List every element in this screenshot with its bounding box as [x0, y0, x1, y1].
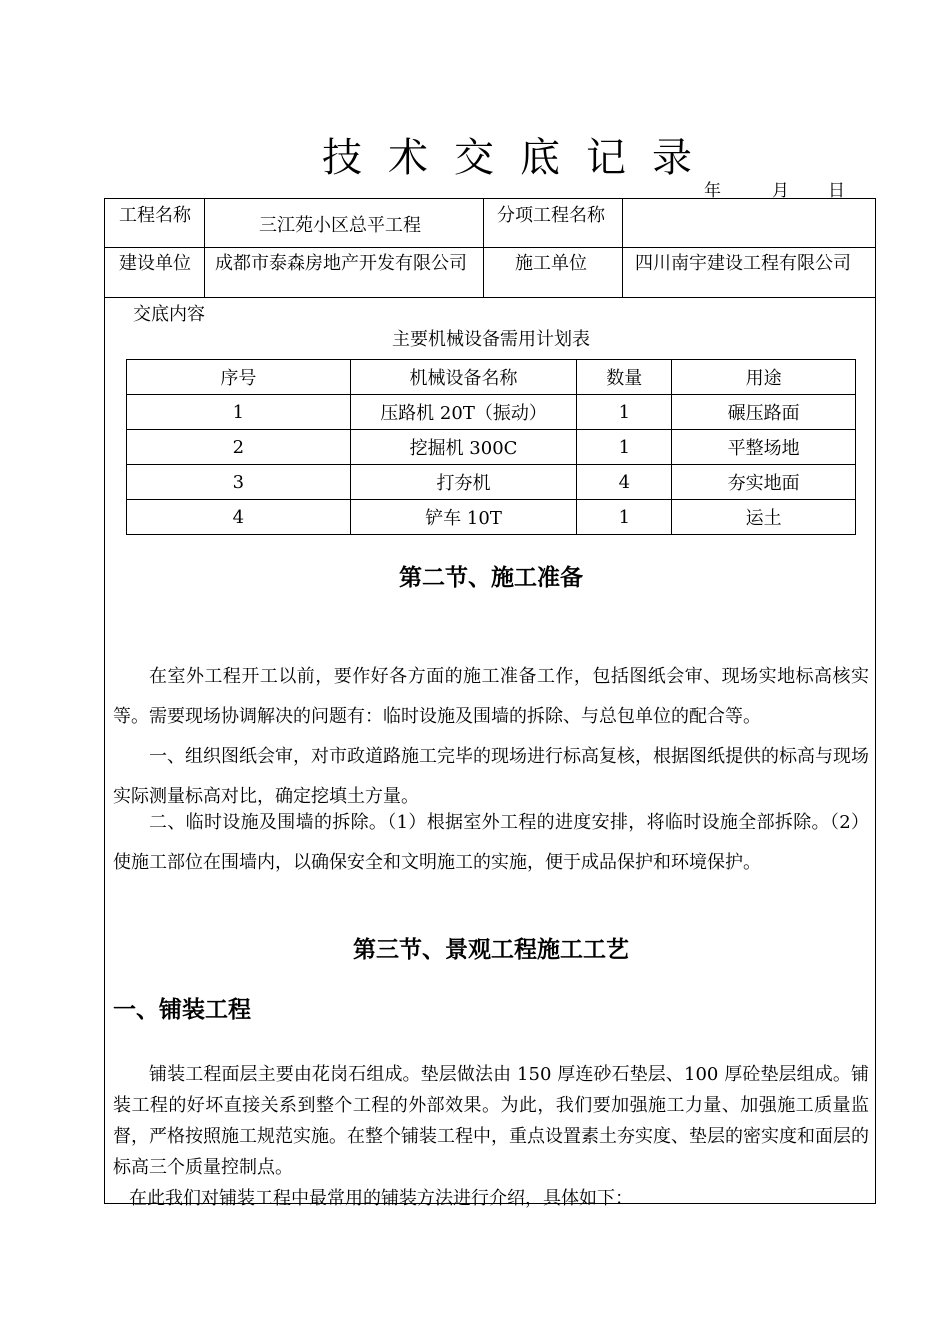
table-row [127, 465, 856, 500]
section2-paragraph-2: 一、组织图纸会审，对市政道路施工完毕的现场进行标高复核，根据图纸提供的标高与现场实际测量标高对比，确定挖填土方量。 [113, 746, 869, 807]
header-bottom-divider [105, 297, 875, 298]
table-cell: 1 [127, 395, 351, 430]
table-cell: 压路机 20T（振动） [350, 395, 577, 430]
column-header: 用途 [672, 360, 856, 395]
record-frame [104, 198, 876, 1209]
table-cell: 平整场地 [672, 430, 856, 465]
table-cell: 铲车 10T [350, 500, 577, 535]
column-header: 序号 [127, 360, 351, 395]
builder-label: 建设单位 [119, 253, 191, 274]
header-col-divider-3 [622, 199, 623, 297]
project-name-label: 工程名称 [119, 205, 191, 226]
table-cell: 3 [127, 465, 351, 500]
header-col-divider-2 [483, 199, 484, 297]
table-cell: 挖掘机 300C [350, 430, 577, 465]
table-row [127, 500, 856, 535]
section3-heading: 第三节、景观工程施工工艺 [353, 936, 629, 963]
date-day-label: 日 [828, 181, 845, 201]
date-month-label: 月 [772, 181, 789, 201]
date-year-label: 年 [704, 181, 721, 201]
section2-heading: 第二节、施工准备 [399, 564, 583, 591]
section3-paragraph-2: 在此我们对铺装工程中最常用的铺装方法进行介绍，具体如下： [129, 1188, 633, 1209]
sub-project-label: 分项工程名称 [497, 205, 605, 226]
table-cell: 1 [577, 395, 672, 430]
builder-value: 成都市泰森房地产开发有限公司 [215, 253, 467, 274]
table-row [127, 430, 856, 465]
header-col-divider-1 [204, 199, 205, 297]
equipment-table [126, 359, 856, 535]
table-cell: 打夯机 [350, 465, 577, 500]
table-cell: 4 [577, 465, 672, 500]
section3-paragraph-1: 铺装工程面层主要由花岗石组成。垫层做法由 150 厚连砂石垫层、100 厚砼垫层组成。铺装工程的好坏直接关系到整个工程的外部效果。为此，我们要加强施工力量、加强施工质量监督，严格按照施工规范实施。在整个铺装工程中，重点设置素土夯实度、垫层的密实度和面层的标高三个质量控制点。 [113, 1064, 869, 1178]
section2-paragraph-1: 在室外工程开工以前，要作好各方面的施工准备工作，包括图纸会审、现场实地标高核实等。需要现场协调解决的问题有：临时设施及围墙的拆除、与总包单位的配合等。 [113, 666, 869, 727]
table-cell: 夯实地面 [672, 465, 856, 500]
project-name-value: 三江苑小区总平工程 [259, 215, 421, 236]
equipment-table-title: 主要机械设备需用计划表 [392, 329, 590, 350]
table-cell: 1 [577, 430, 672, 465]
document-title: 技术交底记录 [322, 135, 718, 181]
paving-heading: 一、铺装工程 [113, 996, 251, 1023]
contractor-label: 施工单位 [515, 253, 587, 274]
table-cell: 1 [577, 500, 672, 535]
table-row [127, 395, 856, 430]
table-header-row [127, 360, 856, 395]
content-label: 交底内容 [133, 304, 205, 325]
table-cell: 碾压路面 [672, 395, 856, 430]
table-cell: 运土 [672, 500, 856, 535]
table-cell: 4 [127, 500, 351, 535]
section2-paragraph-3: 二、临时设施及围墙的拆除。（1）根据室外工程的进度安排，将临时设施全部拆除。（2）使施工部位在围墙内，以确保安全和文明施工的实施，便于成品保护和环境保护。 [113, 812, 869, 873]
contractor-value: 四川南宇建设工程有限公司 [635, 253, 851, 274]
column-header: 数量 [577, 360, 672, 395]
column-header: 机械设备名称 [350, 360, 577, 395]
header-row-divider [105, 247, 875, 248]
table-cell: 2 [127, 430, 351, 465]
